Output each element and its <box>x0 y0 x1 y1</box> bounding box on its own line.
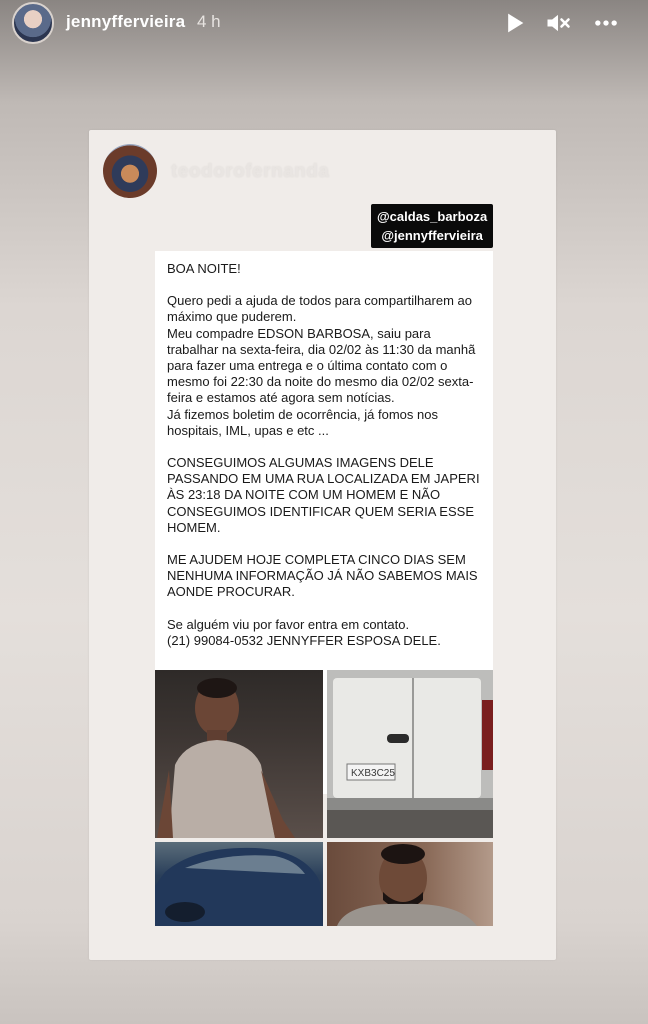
shared-post-username[interactable]: teodorofernanda <box>171 161 330 182</box>
photo-grid <box>155 670 493 924</box>
notice-paragraph: CONSEGUIMOS ALGUMAS IMAGENS DELE PASSANDO EM UMA RUA LOCALIZADA EM JAPERI ÀS 23:18 DA NOITE COM UM HOMEM E NÃO CONSEGUIMOS IDENTIFICAR QUEM SERIA ESSE HOMEM. <box>167 455 480 535</box>
more-icon[interactable] <box>592 9 620 37</box>
van-license-plate: KXB3C25 <box>351 768 395 779</box>
mute-icon[interactable] <box>544 9 572 37</box>
notice-paragraph: ME AJUDEM HOJE COMPLETA CINCO DIAS SEM NENHUMA INFORMAÇÃO JÁ NÃO SABEMOS MAIS AONDE PROCURAR. <box>167 552 478 600</box>
notice-paragraph: Já fizemos boletim de ocorrência, já fomos nos hospitais, IML, upas e etc ... <box>167 406 438 438</box>
notice-greeting: BOA NOITE! <box>167 261 241 276</box>
story-header <box>0 0 648 48</box>
photo-blue-car <box>155 842 323 926</box>
shared-post-avatar[interactable] <box>103 144 157 198</box>
notice-contact: (21) 99084-0532 JENNYFFER ESPOSA DELE. <box>167 632 441 648</box>
shared-post-card <box>89 130 556 960</box>
story-timestamp: 4 h <box>197 12 221 31</box>
notice-paragraph: Se alguém viu por favor entra em contato. <box>167 616 410 632</box>
notice-paragraph: Meu compadre EDSON BARBOSA, saiu para trabalhar na sexta-feira, dia 02/02 às 11:30 da manhã para fazer uma entrega e o última contato com o mesmo foi 22:30 da noite do mesmo dia 02/02 sexta-feira e estamos até agora sem notícias. <box>167 325 476 406</box>
play-icon[interactable] <box>500 9 528 37</box>
photo-man-selfie <box>327 842 493 926</box>
photo-man-portrait <box>155 670 323 838</box>
mention-tag[interactable]: @jennyffervieira <box>381 228 483 243</box>
notice-paragraph: Quero pedi a ajuda de todos para compartilharem ao máximo que puderem. <box>167 293 472 325</box>
story-avatar[interactable] <box>12 2 54 44</box>
mention-tag[interactable]: @caldas_barboza <box>377 209 488 224</box>
photo-white-van <box>327 670 493 838</box>
story-username[interactable]: jennyffervieira <box>66 12 186 31</box>
mention-sticker[interactable] <box>371 204 493 248</box>
